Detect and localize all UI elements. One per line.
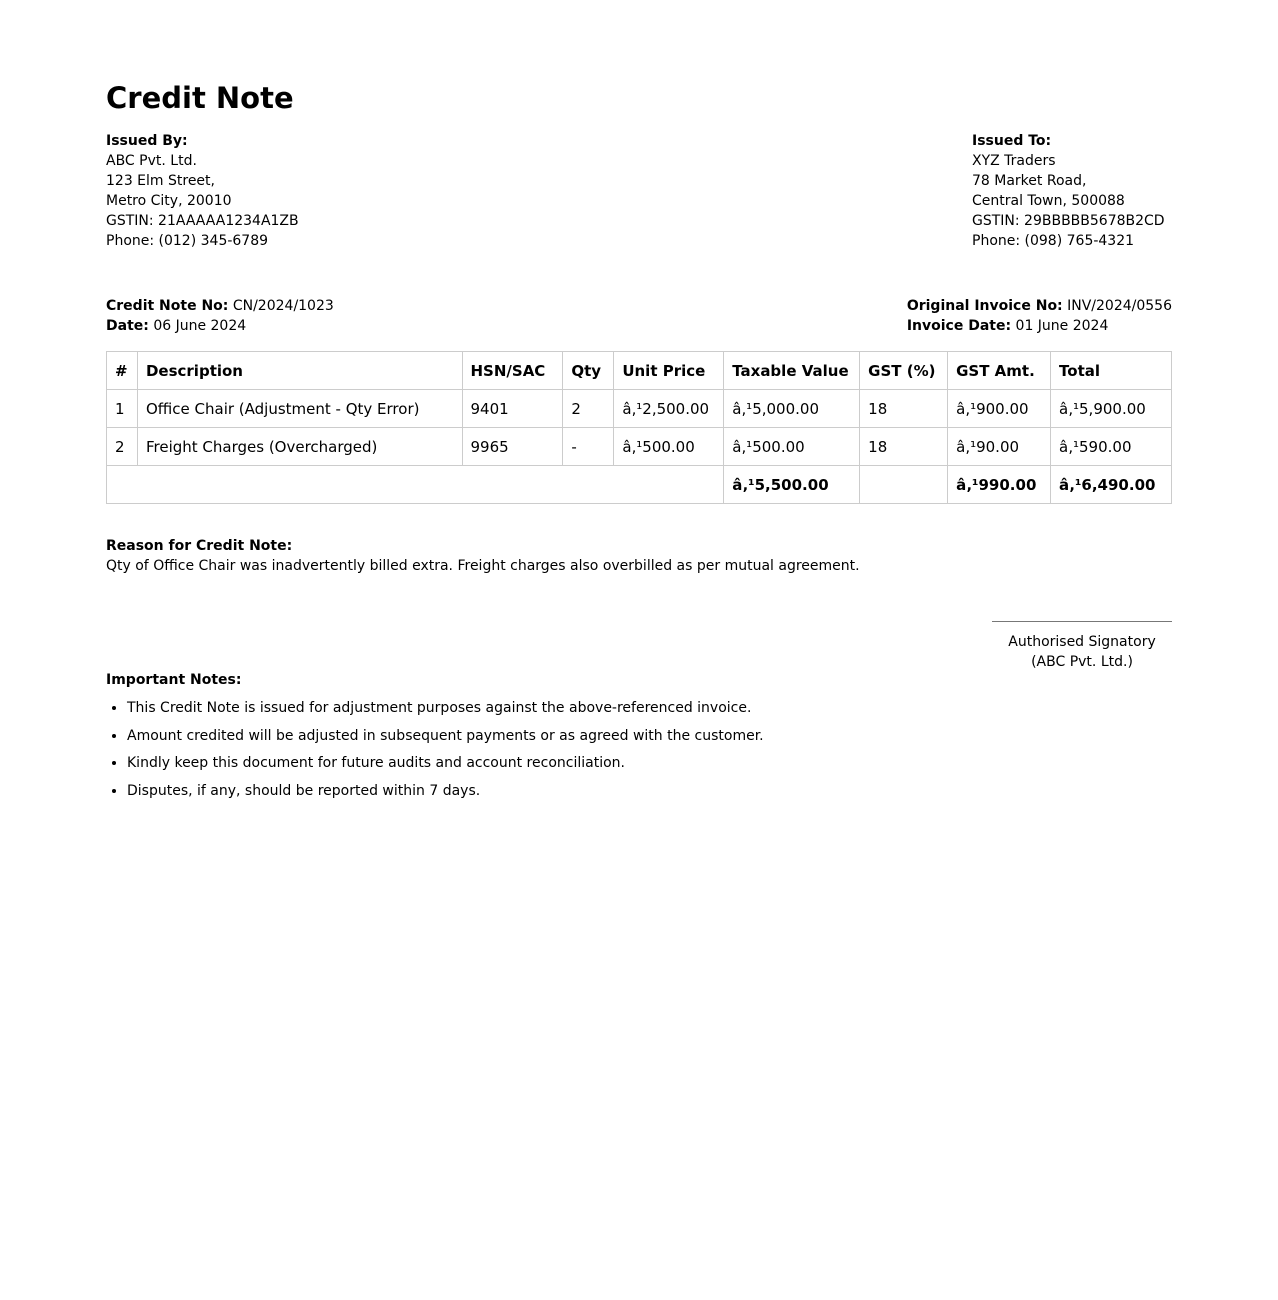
table-cell: 2 [107, 428, 138, 466]
list-item: • This Credit Note is issued for adjustment purposes against the above-referenced invoice. [127, 698, 764, 718]
column-header: Total [1051, 352, 1172, 390]
column-header: # [107, 352, 138, 390]
invoice-date-label: Invoice Date: [906, 318, 1012, 334]
credit-note-date-line [106, 316, 334, 336]
issued-to-block [972, 131, 1165, 251]
invoice-date-line [907, 316, 1172, 336]
reason-label: Reason for Credit Note: [106, 538, 293, 554]
page-title: Credit Note [106, 81, 294, 115]
issuer-gstin: GSTIN: 21AAAAA1234A1ZB [106, 213, 299, 229]
signature-company: (ABC Pvt. Ltd.) [1031, 654, 1133, 670]
notes-list [106, 698, 764, 801]
table-cell: â‚¹90.00 [948, 428, 1051, 466]
reason-section [106, 536, 860, 576]
credit-note-meta [106, 296, 334, 336]
original-invoice-meta [907, 296, 1172, 336]
list-item: • Amount credited will be adjusted in subsequent payments or as agreed with the customer. [127, 726, 764, 746]
table-cell: 18 [860, 428, 948, 466]
list-item: • Kindly keep this document for future audits and account reconciliation. [127, 753, 764, 773]
recipient-name: XYZ Traders [972, 153, 1056, 169]
totals-empty-cell [860, 466, 948, 504]
column-header: HSN/SAC [462, 352, 563, 390]
issuer-city: Metro City, 20010 [106, 193, 232, 209]
signature-title: Authorised Signatory [1008, 634, 1156, 650]
recipient-phone: Phone: (098) 765-4321 [972, 233, 1135, 249]
table-row [107, 428, 1172, 466]
issuer-street: 123 Elm Street, [106, 173, 215, 189]
original-invoice-number: INV/2024/0556 [1067, 298, 1172, 314]
table-cell: - [563, 428, 614, 466]
total-taxable-value: â‚¹5,500.00 [724, 466, 860, 504]
recipient-street: 78 Market Road, [972, 173, 1087, 189]
column-header: Qty [563, 352, 614, 390]
invoice-date: 01 June 2024 [1015, 318, 1109, 334]
table-cell: â‚¹500.00 [724, 428, 860, 466]
credit-note-number-label: Credit Note No: [106, 298, 229, 314]
column-header: Taxable Value [724, 352, 860, 390]
credit-note-date-label: Date: [106, 318, 149, 334]
reason-text: Qty of Office Chair was inadvertently billed extra. Freight charges also overbilled as per mutual agreement. [106, 558, 860, 574]
original-invoice-label: Original Invoice No: [906, 298, 1063, 314]
table-row [107, 390, 1172, 428]
table-header-row [107, 352, 1172, 390]
totals-spacer-cell [107, 466, 724, 504]
column-header: Unit Price [614, 352, 724, 390]
credit-note-date: 06 June 2024 [153, 318, 247, 334]
issuer-name: ABC Pvt. Ltd. [106, 153, 197, 169]
table-cell: â‚¹900.00 [948, 390, 1051, 428]
totals-row [107, 466, 1172, 504]
important-notes [106, 670, 764, 808]
grand-total: â‚¹6,490.00 [1051, 466, 1172, 504]
issued-by-label: Issued By: [106, 133, 188, 149]
table-cell: Office Chair (Adjustment - Qty Error) [137, 390, 462, 428]
recipient-gstin: GSTIN: 29BBBBB5678B2CD [972, 213, 1165, 229]
table-cell: â‚¹5,900.00 [1051, 390, 1172, 428]
line-items-table [106, 351, 1172, 504]
table-cell: 9965 [462, 428, 563, 466]
column-header: Description [137, 352, 462, 390]
issuer-phone: Phone: (012) 345-6789 [106, 233, 269, 249]
column-header: GST (%) [860, 352, 948, 390]
table-cell: â‚¹2,500.00 [614, 390, 724, 428]
table-cell: â‚¹5,000.00 [724, 390, 860, 428]
credit-note-number: CN/2024/1023 [232, 298, 334, 314]
original-invoice-line [907, 296, 1172, 316]
total-gst-amount: â‚¹990.00 [948, 466, 1051, 504]
table-cell: Freight Charges (Overcharged) [137, 428, 462, 466]
recipient-city: Central Town, 500088 [972, 193, 1125, 209]
table-cell: 9401 [462, 390, 563, 428]
issued-by-block [106, 131, 299, 251]
table-cell: 1 [107, 390, 138, 428]
table-cell: 2 [563, 390, 614, 428]
table-cell: â‚¹590.00 [1051, 428, 1172, 466]
issued-to-label: Issued To: [972, 133, 1052, 149]
list-item: • Disputes, if any, should be reported within 7 days. [127, 781, 764, 801]
signature-block [992, 621, 1172, 672]
credit-note-number-line [106, 296, 334, 316]
table-cell: 18 [860, 390, 948, 428]
notes-title: Important Notes: [106, 672, 242, 688]
table-cell: â‚¹500.00 [614, 428, 724, 466]
column-header: GST Amt. [948, 352, 1051, 390]
